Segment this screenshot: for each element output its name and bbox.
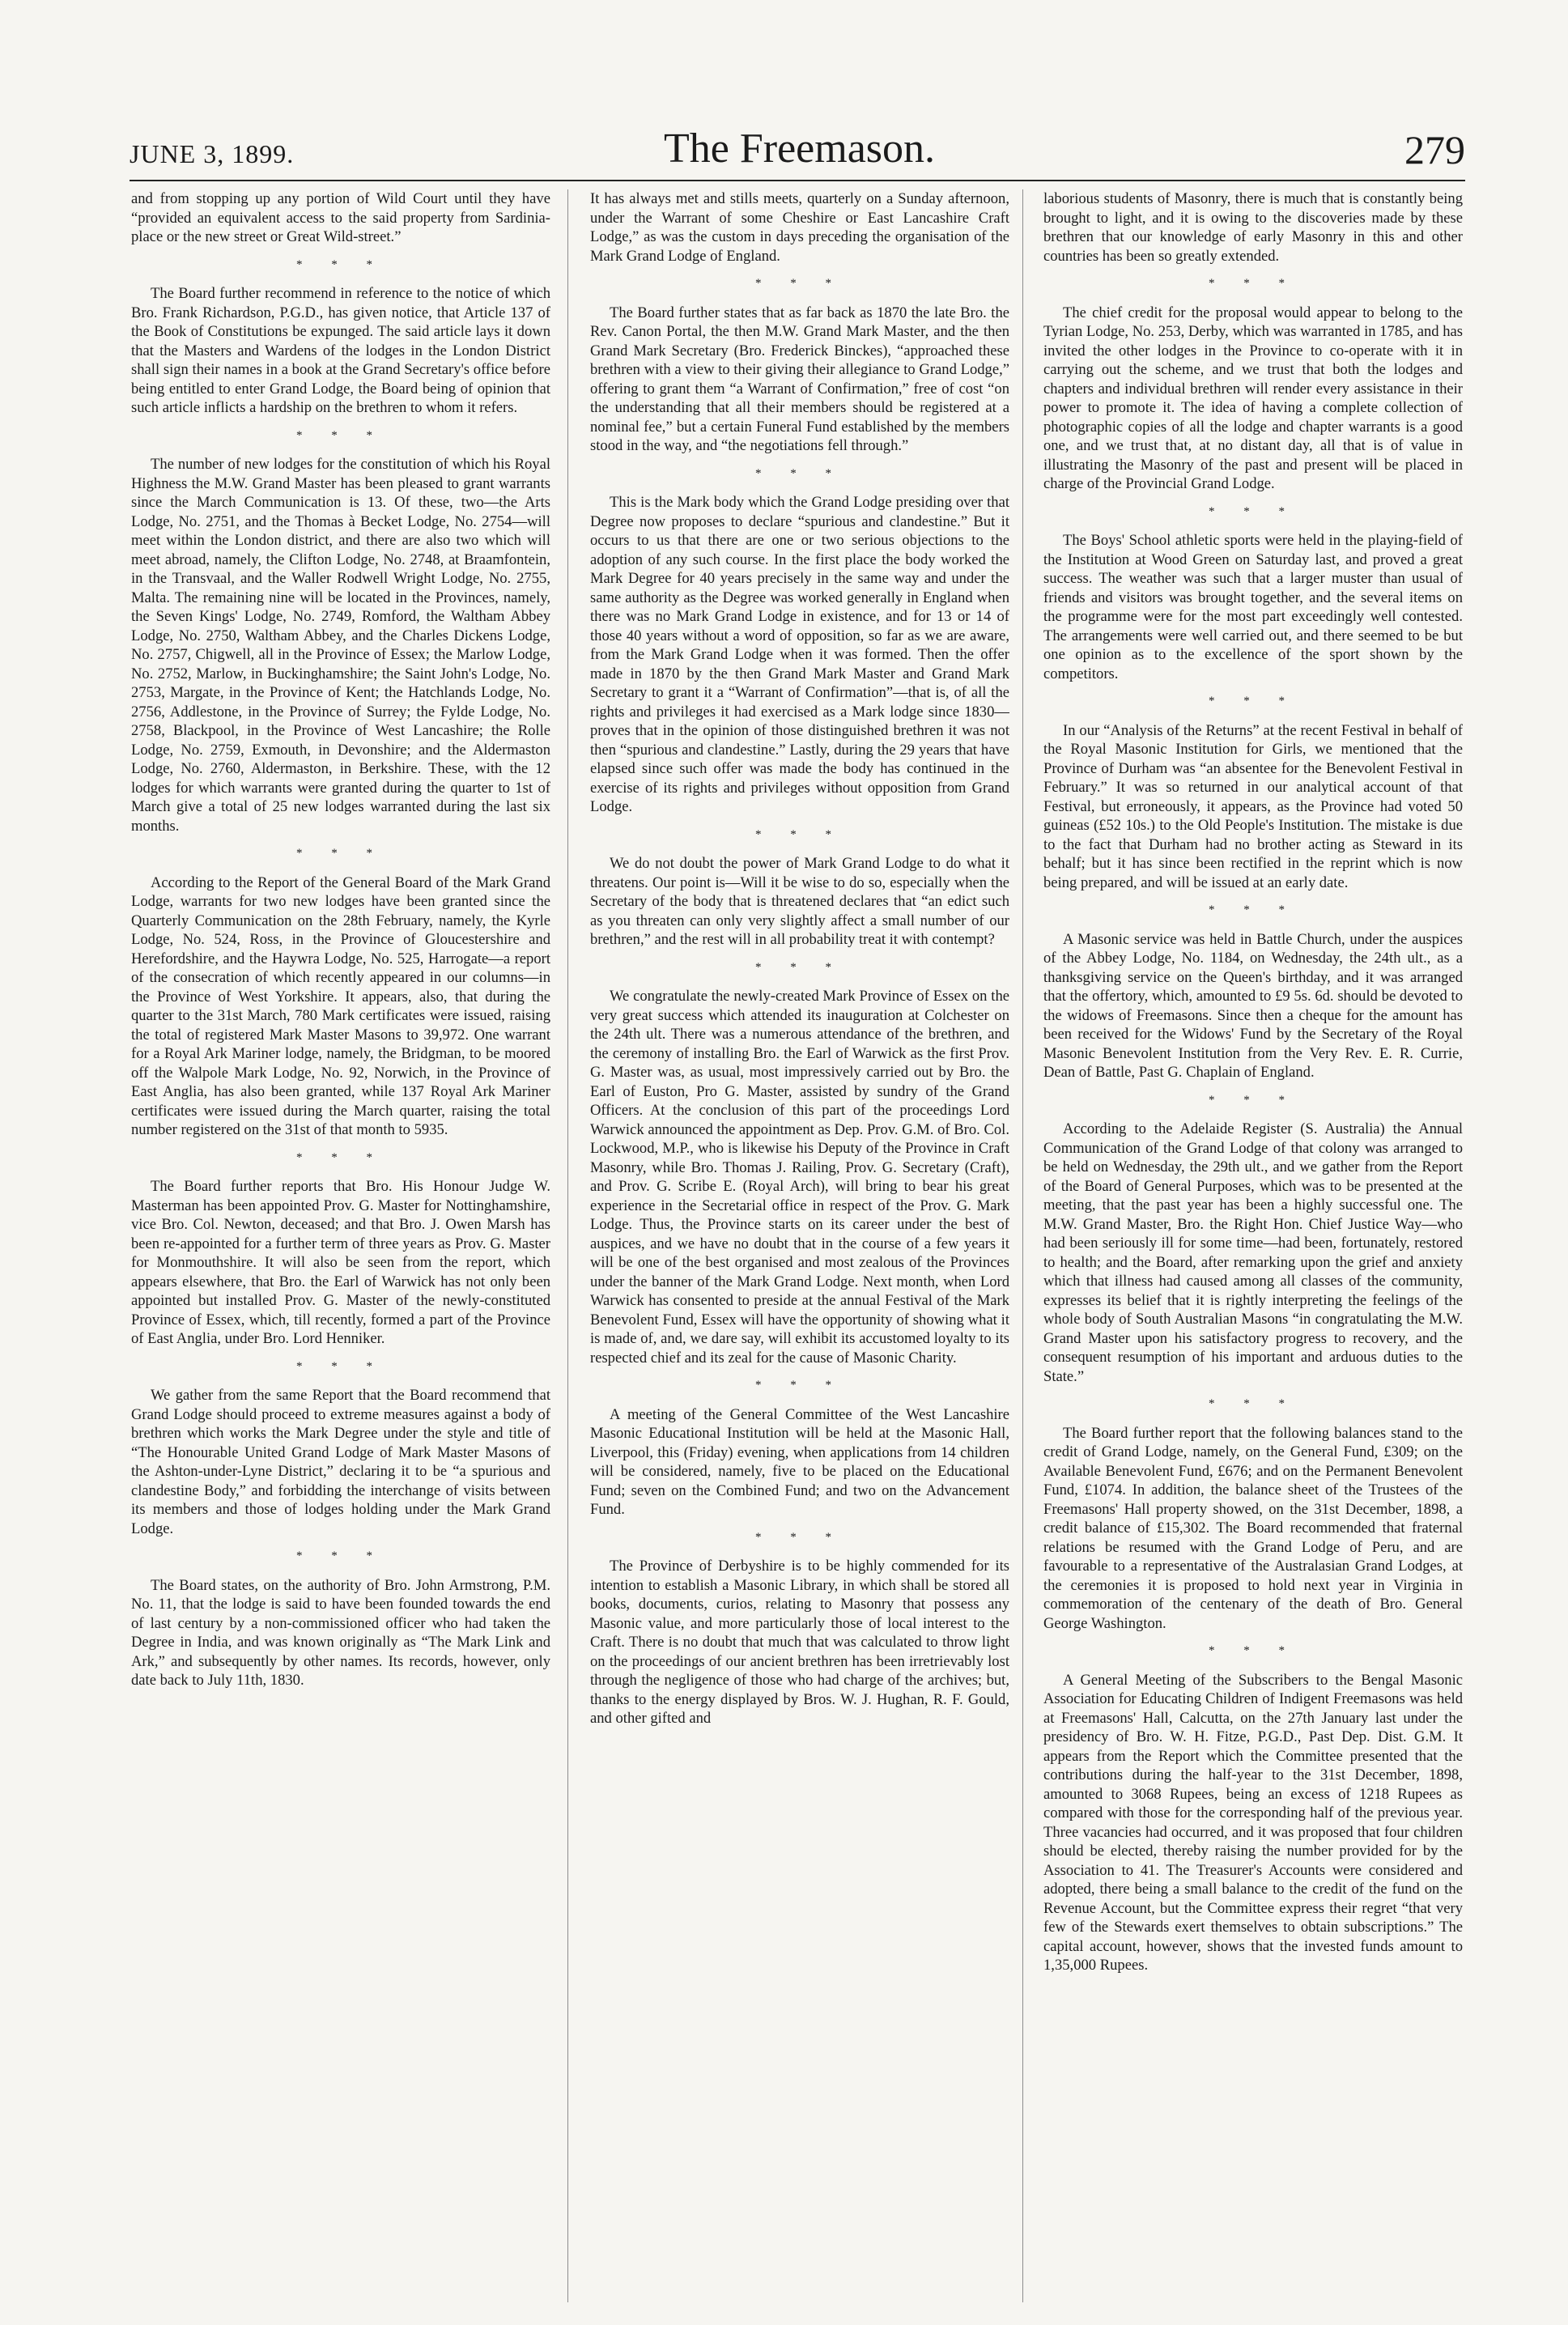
- paragraph: A General Meeting of the Subscribers to the Bengal Masonic Association for Educating Children of Indigent Freemasons was held at Freemasons' Hall, Calcutta, on the 27th January last under the presidency of Bro. W. H. Fitze, P.G.D., Past Dep. Dist. G.M. It appears from the Report which the Committee presented that the contributions during the half-year to the 31st December, 1898, amounted to 3068 Rupees, being an excess of 1218 Rupees as compared with those for the corresponding half of the previous year. Three vacancies had occurred, and it was proposed that four children should be elected, thereby raising the number provided for by the Association to 41. The Treasurer's Accounts were considered and adopted, there being a small balance to the credit of the fund on the Revenue Account, but the Committee express their regret “that very few of the Stewards exert themselves to obtain subscriptions.” The capital account, however, shows that the invested funds amount to 1,35,000 Rupees.: [1043, 1671, 1463, 1974]
- page-number: 279: [1404, 127, 1465, 172]
- paragraph: The chief credit for the proposal would appear to belong to the Tyrian Lodge, No. 253, Derby, which was warranted in 1785, and has invited the other lodges in the Province to co-operate with it in carrying out the scheme, and we trust that both the lodges and chapters and individual brethren will render every assistance in their power to promote it. The idea of having a complete collection of photographic copies of all the lodge and chapter warrants is a good one, and we trust that, at no distant day, all that is of value in illustrating the Masonry of the past and present will be placed in charge of the Provincial Grand Lodge.: [1043, 304, 1463, 492]
- section-separator: * * *: [755, 1379, 844, 1392]
- paragraph: The number of new lodges for the constitution of which his Royal Highness the M.W. Grand Master has been pleased to grant warrants since the March Communication is 13. Of these, two—the Arts Lodge, No. 2751, and the Thomas à Becket Lodge, No. 2754—will meet within the London district, and there are also two which will meet abroad, namely, the Clifton Lodge, No. 2748, at Braamfontein, in the Transvaal, and the Waller Rodwell Wright Lodge, No. 2755, Malta. The remaining nine will be located in the Provinces, namely, the Seven Kings' Lodge, No. 2749, Romford, the Waltham Abbey Lodge, No. 2750, Waltham Abbey, and the Charles Dickens Lodge, No. 2757, Chigwell, all in the Province of Essex; the Marlow Lodge, No. 2752, Marlow, in Buckinghamshire; the Saint John's Lodge, No. 2753, Margate, in the Province of Kent; the Hatchlands Lodge, No. 2756, Addlestone, in the Province of Surrey; the Fylde Lodge, No. 2758, Blackpool, in the Province of West Lancashire; the Rolle Lodge, No. 2759, Exmouth, in Devonshire; and the Aldermaston Lodge, No. 2760, Aldermaston, in Berkshire. These, with the 12 lodges for which warrants were granted during the quarter to 1st of March give a total of 25 new lodges warranted during the last six months.: [131, 456, 550, 835]
- paragraph: The Board further recommend in reference to the notice of which Bro. Frank Richardson, P.G.D., has given notice, that Article 137 of the Book of Constitutions be expunged. The said article lays it down that the Masters and Wardens of the lodges in the London District shall sign their names in a book at the Grand Secretary's office before being entitled to enter Grand Lodge, the Board being of opinion that such article inflicts a hardship on the brethren to whom it refers.: [131, 285, 550, 416]
- section-separator: * * *: [296, 257, 385, 271]
- paragraph: The Board further report that the following balances stand to the credit of Grand Lodge, namely, on the General Fund, £309; on the Available Benevolent Fund, £676; and on the Permanent Benevolent Fund, £1074. In addition, the balance sheet of the Trustees of the Freemasons' Hall property showed, on the 31st December, 1898, a credit balance of £15,302. The Board recommended that fraternal relations be resumed with the Grand Lodge of Peru, and are favourable to a representative of the Australasian Grand Lodges, at the ceremonies it is proposed to hold next year in Virginia in commemoration of the centenary of the death of Bro. General George Washington.: [1043, 1424, 1463, 1632]
- section-separator: * * *: [296, 428, 385, 442]
- paragraph: The Board further reports that Bro. His Honour Judge W. Masterman has been appointed Prov. G. Master for Nottinghamshire, vice Bro. Col. Newton, deceased; and that Bro. J. Owen Marsh has been re-appointed for a further term of three years as Prov. G. Master for Monmouthshire. It will also be seen from the report, which appears elsewhere, that Bro. the Earl of Warwick has not only been appointed but installed Prov. G. Master of the newly-constituted Province of Essex, which, till recently, formed a part of the Province of East Anglia, under Bro. Lord Henniker.: [131, 1178, 550, 1347]
- section-separator: * * *: [1209, 1093, 1298, 1107]
- column-divider: [1022, 189, 1023, 2302]
- paragraph: The Board states, on the authority of Bro. John Armstrong, P.M. No. 11, that the lodge is said to have been founded towards the end of last century by a non-commissioned officer who had taken the Degree in India, and was known originally as “The Mark Link and Ark,” and subsequently by other names. Its records, however, only date back to July 11th, 1830.: [131, 1576, 550, 1689]
- header-rule: [130, 180, 1465, 181]
- paragraph: According to the Report of the General Board of the Mark Grand Lodge, warrants for two new lodges have been granted since the Quarterly Communication on the 28th February, namely, the Kyrle Lodge, No. 524, Ross, in the Province of Gloucestershire and Herefordshire, and the Haywra Lodge, No. 525, Harrogate—a report of the consecration of which recently appeared in our columns—in the Province of West Yorkshire. It appears, also, that during the quarter to the 31st March, 780 Mark certificates were issued, raising the total of registered Mark Master Masons to 39,972. One warrant for a Royal Ark Mariner lodge, namely, the Bridgman, to be moored off the Walpole Mark Lodge, No. 92, Norwich, in the Province of East Anglia, has also been granted, while 137 Royal Ark Mariner certificates were issued during the March quarter, raising the total number registered on the 31st of that month to 5935.: [131, 873, 550, 1138]
- section-separator: * * *: [1209, 277, 1298, 290]
- section-separator: * * *: [755, 466, 844, 480]
- section-separator: * * *: [1209, 504, 1298, 518]
- paragraph: and from stopping up any portion of Wild Court until they have “provided an equivalent access to the said property from Sardinia-place or the new street or Great Wild-street.”: [131, 190, 550, 245]
- publication-title: The Freemason.: [664, 125, 936, 172]
- paragraph: We congratulate the newly-created Mark Province of Essex on the very great success which attended its inauguration at Colchester on the 24th ult. There was a numerous attendance of the brethren, and the ceremony of installing Bro. the Earl of Warwick as the first Prov. G. Master was, as usual, most impressively carried out by Bro. the Earl of Euston, Pro G. Master, assisted by sundry of the Grand Officers. At the conclusion of this part of the proceedings Lord Warwick announced the appointment as Dep. Prov. G.M. of Bro. Col. Lockwood, M.P., who is likewise his Deputy of the Province in Craft Masonry, while Bro. Thomas J. Railing, Prov. G. Secretary (Craft), and Prov. G. Scribe E. (Royal Arch), will bring to bear his great experience in the Secretarial office in respect of the Prov. G. Mark Lodge. Thus, the Province starts on its career under the best of auspices, and we have no doubt that in the course of a few years it will be one of the best organised and most zealous of the Provinces under the banner of the Mark Grand Lodge. Next month, when Lord Warwick has consented to preside at the annual Festival of the Mark Benevolent Fund, Essex will have the opportunity of showing what it is made of, and, we dare say, will exhibit its accustomed loyalty to its respected chief and its zeal for the cause of Masonic Charity.: [590, 988, 1009, 1367]
- paragraph: This is the Mark body which the Grand Lodge presiding over that Degree now proposes to declare “spurious and clandestine.” But it occurs to us that there are one or two serious objections to the adoption of any such course. In the first place the body worked the Mark Degree for 40 years precisely in the same way and under the same authority as the Degree was worked generally in England when there was no Mark Grand Lodge in existence, and for 13 or 14 of those 40 years without a word of opposition, so far as we are aware, from the Mark Grand Lodge when it was formed. Then the offer made in 1870 by the then Grand Mark Master and Grand Mark Secretary to grant it a “Warrant of Confirmation”—that is, of all the rights and privileges it had exercised as a Mark lodge since 1830—proves that in the opinion of those distinguished brethren it was not then “spurious and clandestine.” Lastly, during the 29 years that have elapsed since such offer was made the body has continued in the exercise of its rights and privileges without opposition from Grand Lodge.: [590, 494, 1009, 815]
- column-1: [131, 189, 550, 2310]
- section-separator: * * *: [1209, 695, 1298, 708]
- paragraph: According to the Adelaide Register (S. Australia) the Annual Communication of the Grand Lodge of that colony was arranged to be held on Wednesday, the 29th ult., and we gather from the Report of the Board of General Purposes, which was to be presented at the meeting, that the past year has been a highly successful one. The M.W. Grand Master, Bro. the Right Hon. Chief Justice Way—who had been seriously ill for some time—had been, fortunately, restored to health; and the Board, after remarking upon the grief and anxiety which that illness had caused among all classes of the community, expresses its belief that it is rightly interpreting the feelings of the whole body of South Australian Masons “in congratulating the M.W. Grand Master upon his satisfactory progress to recovery, and the consequent resumption of his important and arduous duties to the State.”: [1043, 1120, 1463, 1385]
- section-separator: * * *: [755, 960, 844, 974]
- paragraph: A Masonic service was held in Battle Church, under the auspices of the Abbey Lodge, No. 1184, on Wednesday, the 24th ult., as a thanksgiving service on the Queen's birthday, and it was arranged that the offertory, which, amounted to £9 5s. 6d. should be devoted to the widows of Freemasons. Since then a cheque for the amount has been received for the Widows' Fund by the Secretary of the Royal Masonic Benevolent Institution from the Very Rev. E. R. Currie, Dean of Battle, Past G. Chaplain of England.: [1043, 930, 1463, 1081]
- paragraph: It has always met and stills meets, quarterly on a Sunday afternoon, under the Warrant of some Cheshire or East Lancashire Craft Lodge,” as was the custom in days preceding the organisation of the Mark Grand Lodge of England.: [590, 190, 1009, 265]
- issue-date: JUNE 3, 1899.: [130, 139, 295, 168]
- section-separator: * * *: [296, 1359, 385, 1373]
- column-divider: [567, 189, 568, 2302]
- paragraph: The Province of Derbyshire is to be highly commended for its intention to establish a Masonic Library, in which shall be stored all books, documents, curios, relating to Masonry that possess any Masonic value, and more particularly those of local interest to the Craft. There is no doubt that much that was calculated to throw light on the proceedings of our ancient brethren has been irretrievably lost through the negligence of those who had charge of the archives; but, thanks to the energy displayed by Bros. W. J. Hughan, R. F. Gould, and other gifted and: [590, 1558, 1009, 1727]
- section-separator: * * *: [1209, 1644, 1298, 1657]
- paragraph: The Boys' School athletic sports were held in the playing-field of the Institution at Wood Green on Saturday last, and proved a great success. The weather was such that a larger muster than usual of friends and visitors was brought together, and the several items on the programme were for the most part exceedingly well contested. The arrangements were well carried out, and there seemed to be but one opinion as to the excellence of the sport shown by the competitors.: [1043, 532, 1463, 682]
- column-2: [590, 189, 1009, 2310]
- paragraph: A meeting of the General Committee of the West Lancashire Masonic Educational Institution will be held at the Masonic Hall, Liverpool, this (Friday) evening, when applications from 14 children will be considered, namely, five to be placed on the Educational Fund; seven on the Combined Fund; and two on the Advancement Fund.: [590, 1405, 1009, 1518]
- paragraph: In our “Analysis of the Returns” at the recent Festival in behalf of the Royal Masonic Institution for Girls, we mentioned that the Province of Durham was “an absentee for the Benevolent Festival in February.” It was so returned in our analytical account of that Festival, but erroneously, it appears, as the Province had voted 50 guineas (£52 10s.) to the Old People's Institution. The mistake is due to the fact that Durham had no brother acting as Steward in its behalf; but it has since been rectified in the reprint which is now being prepared, and will be issued at an early date.: [1043, 721, 1463, 891]
- section-separator: * * *: [755, 277, 844, 290]
- section-separator: * * *: [755, 827, 844, 841]
- section-separator: * * *: [296, 847, 385, 860]
- masthead: [130, 121, 1465, 170]
- column-3: [1043, 189, 1463, 2310]
- section-separator: * * *: [1209, 903, 1298, 916]
- paragraph: We gather from the same Report that the Board recommend that Grand Lodge should proceed to extreme measures against a body of brethren which works the Mark Degree under the style and title of “The Honourable United Grand Lodge of Mark Master Masons of the Ashton-under-Lyne District,” declaring it to be “a spurious and clandestine Body,” and forbidding the interchange of visits between its members and those of lodges holding under the Mark Grand Lodge.: [131, 1387, 550, 1537]
- section-separator: * * *: [296, 1549, 385, 1562]
- paragraph: The Board further states that as far back as 1870 the late Bro. the Rev. Canon Portal, the then M.W. Grand Mark Master, and the then Grand Mark Secretary (Bro. Frederick Binckes), “approached these brethren with a view to their giving their allegiance to Grand Lodge,” offering to grant them “a Warrant of Confirmation,” free of cost “on the understanding that all their members should be registered at a nominal fee,” but a certain Funeral Fund established by the members stood in the way, and “the negotiations fell through.”: [590, 304, 1009, 454]
- paragraph: laborious students of Masonry, there is much that is constantly being brought to light, and it is owing to the discoveries made by these brethren that our knowledge of early Masonry in this and other countries has been so greatly extended.: [1043, 190, 1463, 265]
- section-separator: * * *: [1209, 1397, 1298, 1410]
- paragraph: We do not doubt the power of Mark Grand Lodge to do what it threatens. Our point is—Will it be wise to do so, especially when the Secretary of the body that is threatened declares that “an edict such as you threaten can only very slightly affect a small number of our brethren,” and the rest will in all probability treat it with contempt?: [590, 855, 1009, 948]
- section-separator: * * *: [755, 1530, 844, 1544]
- section-separator: * * *: [296, 1150, 385, 1164]
